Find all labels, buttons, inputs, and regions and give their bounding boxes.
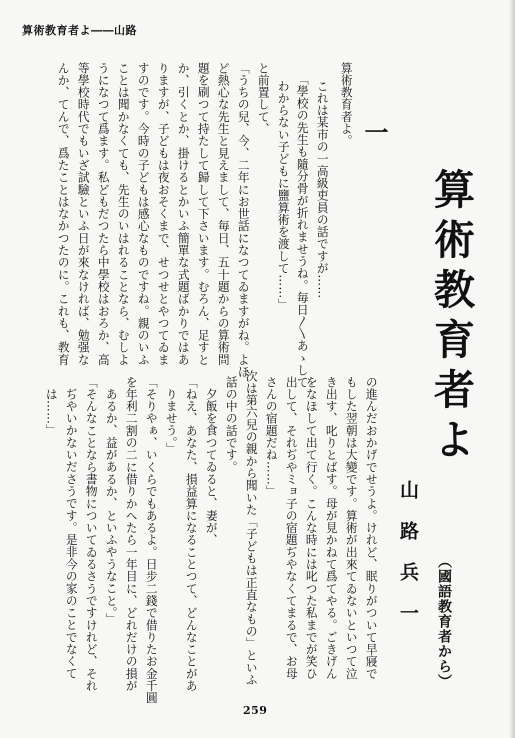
text-column: 夕飯を食つてゐると、妻が、 bbox=[204, 388, 219, 546]
text-column: すのです。今時の子どもは感心なものですね。親のいふ bbox=[136, 62, 151, 366]
section-number: 一 bbox=[360, 120, 389, 144]
running-head: 算術教育者よ――山路 bbox=[22, 24, 137, 37]
text-column: 「そりやぁ、いくらでもあるよ。日步二錢で借りたお金千圓 bbox=[144, 376, 159, 705]
text-column: 等學校時代でもいざ試驗といふ日が來なければ、勉强な bbox=[76, 62, 91, 366]
page-number: 259 bbox=[243, 704, 268, 717]
text-column: 「うちの兒、今、二年にお世話になつてゐますがね。よほ bbox=[236, 62, 251, 378]
text-column: りますが、子どもは夜おそくまで、せつせとやつてゐま bbox=[156, 62, 171, 366]
text-column: ぢやいかないださうです。是非今の家のことでなくて bbox=[64, 388, 79, 680]
text-column: を年利二割の二に借りかへたら一年目に、どれだけの損が bbox=[124, 376, 139, 692]
text-column: をなほして出て行く。こんな時には叱つた私までが笑ひ bbox=[304, 376, 319, 680]
text-column: ど熱心な先生と見えまして、毎日、五十題からの算術問 bbox=[216, 62, 231, 366]
text-column: 題を刷つて持たして歸して下さいます。むろん、足すと bbox=[196, 62, 211, 366]
text-column: りませう。」 bbox=[164, 388, 179, 456]
text-column: 次は第六兒の親から聞いた「子どもは正直なもの」といふ bbox=[244, 370, 259, 686]
article-subtitle: （國語教育者から） bbox=[436, 554, 452, 689]
text-column: は……」 bbox=[44, 388, 59, 437]
text-column: 出して、それぢやミョ子の宿題ぢやなくてまるで、お母 bbox=[284, 376, 299, 680]
text-column: もした翌朝は大變です。算術が出來てゐないといつて泣 bbox=[344, 376, 359, 680]
page-edge-shadow bbox=[509, 0, 515, 738]
text-column: 「ねえ、あなた、損益算になることつて、どんなことがあ bbox=[184, 376, 199, 692]
text-column: と前置して、 bbox=[256, 62, 271, 135]
text-column: わからない子どもに鹽算術を渡して……」 bbox=[276, 80, 291, 311]
text-column: んか、てんで、爲たことはなかつたのに。これも、教育 bbox=[56, 62, 71, 366]
text-column: うになつて爲ます。私どもだつたら中學校はおろか、高 bbox=[96, 62, 111, 366]
article-title: 算術教育者よ bbox=[427, 168, 475, 468]
text-column: 話の中の話です。 bbox=[224, 376, 239, 474]
text-column: さんの宿題だね……」 bbox=[264, 376, 279, 498]
text-column: あるか、益があるか、といふやうなこと。」 bbox=[104, 388, 119, 626]
text-column: ことは聞かなくても、先生のいはれることなら、むしよ bbox=[116, 62, 131, 366]
author-name: 山路兵一 bbox=[397, 480, 419, 644]
text-column: の進んだおかげでせうよ。けれど、眠りがついて早寢で bbox=[364, 376, 379, 680]
text-column: 算術教育者よ。 bbox=[339, 62, 354, 148]
text-column: 「そんなことなら書物についてゐるさうですけれど、それ bbox=[84, 376, 99, 692]
text-column: 「學校の先生も隨分骨が折れませうね。毎日〳〵あゝして bbox=[295, 73, 310, 389]
text-column: き出す、叱りとばす。母が見かねて爲てやる。ごきげん bbox=[324, 376, 339, 680]
text-column: これは某市の一高級吏員の話ですが…… bbox=[315, 80, 330, 299]
text-column: か、引くとか、掛けるとかいふ簡單な式題ばかりではあ bbox=[176, 62, 191, 366]
